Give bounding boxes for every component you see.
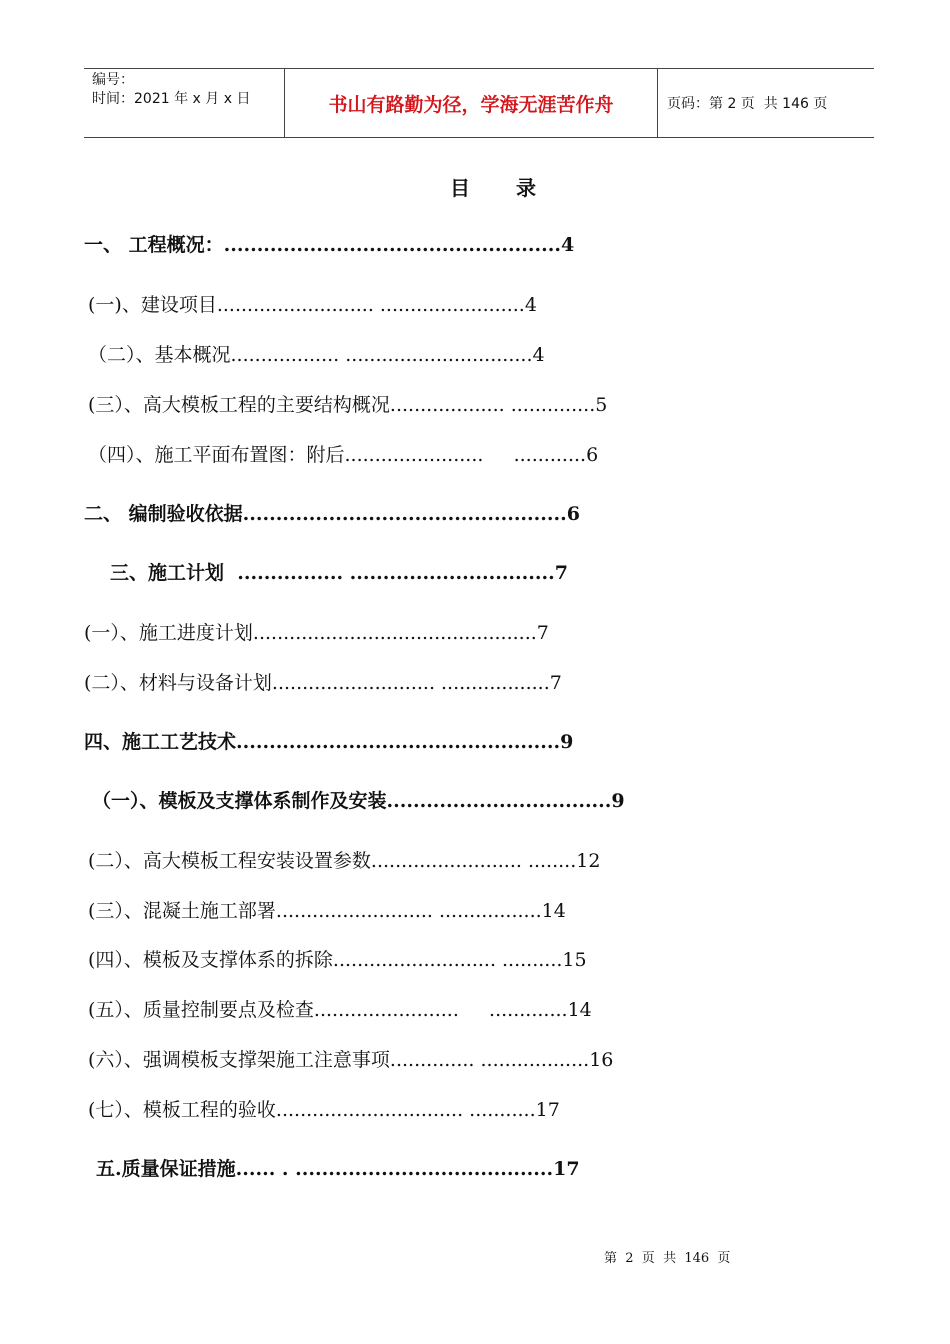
header-meta (84, 69, 284, 137)
toc-entry[interactable]: （一）、模板及支撑体系制作及安装..................................9 (92, 790, 625, 812)
time-label: 时间：2021 年 x 月 x 日 (92, 91, 251, 107)
toc-entry[interactable]: (六）、强调模板支撑架施工注意事项.............. ..................16 (88, 1049, 614, 1071)
header-page-info: 页码：第 2 页 共 146 页 (667, 96, 828, 112)
toc-entry[interactable]: (三）、高大模板工程的主要结构概况................... ..............5 (88, 394, 608, 416)
toc-entry[interactable]: (二）、材料与设备计划........................... ..................7 (84, 672, 562, 694)
toc-entry[interactable]: 二、 编制验收依据.................................................6 (84, 503, 580, 525)
toc-entry[interactable]: (七）、模板工程的验收............................... ...........17 (88, 1099, 560, 1121)
toc-entry[interactable]: (三）、混凝土施工部署.......................... .................14 (88, 900, 566, 922)
page-footer: 第 2 页 共 146 页 (604, 1251, 731, 1266)
header-motto: 书山有路勤为径，学海无涯苦作舟 (284, 69, 658, 137)
document-header (84, 68, 874, 138)
toc-entry[interactable]: (一）、施工进度计划...............................................7 (84, 622, 549, 644)
toc-entry[interactable]: (五）、质量控制要点及检查........................ .............14 (88, 999, 592, 1021)
toc-entry[interactable]: （四）、施工平面布置图：附后....................... ............6 (88, 444, 599, 466)
toc-entry[interactable]: 三、施工计划 ................ ...............................7 (110, 562, 568, 584)
toc-entry[interactable]: (一)、建设项目.......................... ........................4 (88, 294, 537, 316)
number-label: 编号： (92, 72, 134, 88)
toc-title: 目录 (450, 176, 582, 200)
toc-entry[interactable]: (二）、高大模板工程安装设置参数......................... ........12 (88, 850, 601, 872)
toc-entry[interactable]: (四）、模板及支撑体系的拆除........................... ..........15 (88, 949, 587, 971)
toc-entry[interactable]: 五.质量保证措施...... . .......................................17 (96, 1158, 580, 1180)
toc-entry[interactable]: 四、施工工艺技术.................................................9 (84, 731, 574, 753)
toc-entry[interactable]: 一、 工程概况：...................................................4 (84, 234, 575, 256)
toc-entry[interactable]: （二）、基本概况.................. ...............................4 (88, 344, 545, 366)
